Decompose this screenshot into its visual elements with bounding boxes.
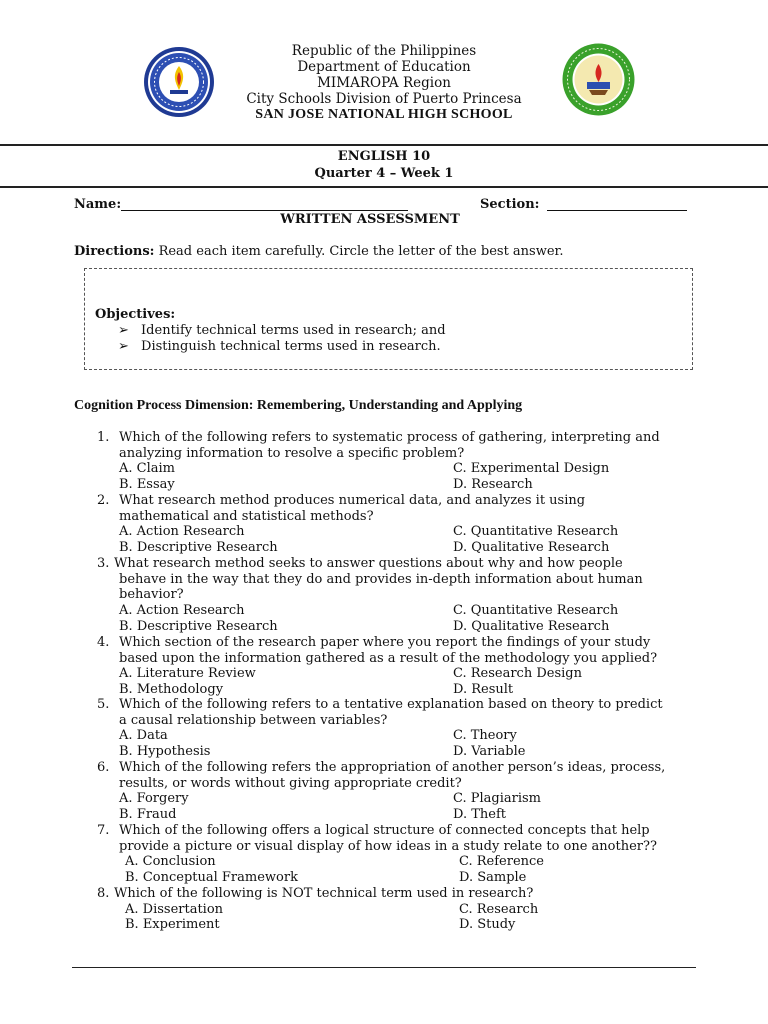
option-a[interactable]: A. Forgery xyxy=(119,791,189,806)
subject-period: Quarter 4 – Week 1 xyxy=(314,166,454,181)
question-number: 6. xyxy=(97,760,110,775)
option-d[interactable]: D. Sample xyxy=(459,870,527,885)
option-b[interactable]: B. Hypothesis xyxy=(119,744,211,759)
option-b[interactable]: B. Methodology xyxy=(119,682,224,697)
directions xyxy=(74,244,563,260)
directions-label: Directions: xyxy=(74,244,155,259)
question-text: results, or words without giving appropriate credit? xyxy=(119,776,462,791)
question-text: provide a picture or visual display of how ideas in a study relate to one another?? xyxy=(119,839,657,854)
question-text: based upon the information gathered as a result of the methodology you applied? xyxy=(119,651,658,666)
option-a[interactable]: A. Dissertation xyxy=(125,902,224,917)
option-a[interactable]: A. Data xyxy=(119,728,168,743)
question-text: What research method seeks to answer questions about why and how people xyxy=(114,556,623,571)
assessment-title: WRITTEN ASSESSMENT xyxy=(280,212,460,227)
option-b[interactable]: B. Fraud xyxy=(119,807,177,822)
option-c[interactable]: C. Research xyxy=(459,902,539,917)
question-text: Which of the following refers to a tentative explanation based on theory to predict xyxy=(119,697,663,712)
footer-divider xyxy=(72,967,696,968)
option-d[interactable]: D. Theft xyxy=(453,807,506,822)
question-text: Which of the following refers the appropriation of another person’s ideas, process, xyxy=(119,760,666,775)
option-a[interactable]: A. Action Research xyxy=(119,603,245,618)
option-a[interactable]: A. Action Research xyxy=(119,524,245,539)
question-text: Which of the following offers a logical structure of connected concepts that help xyxy=(119,823,650,838)
option-d[interactable]: D. Result xyxy=(453,682,514,697)
question-text: Which section of the research paper where you report the findings of your study xyxy=(119,635,651,650)
question-number: 7. xyxy=(97,823,110,838)
dimension-heading: Cognition Process Dimension: Remembering, Understanding and Applying xyxy=(74,398,523,413)
objective-text-1: Identify technical terms used in research; and xyxy=(141,323,446,338)
question-text: behavior? xyxy=(119,587,184,602)
question-number: 1. xyxy=(97,430,110,445)
question-number: 4. xyxy=(97,635,110,650)
option-c[interactable]: C. Research Design xyxy=(453,666,582,681)
option-c[interactable]: C. Plagiarism xyxy=(453,791,542,806)
header-block xyxy=(0,43,768,123)
objective-item-2 xyxy=(118,339,441,355)
question-text: analyzing information to resolve a specific problem? xyxy=(119,446,465,461)
option-c[interactable]: C. Quantitative Research xyxy=(453,524,619,539)
option-a[interactable]: A. Conclusion xyxy=(125,854,216,869)
objective-item-1 xyxy=(118,323,446,339)
school-name: SAN JOSE NATIONAL HIGH SCHOOL xyxy=(255,107,513,122)
question-text: a causal relationship between variables? xyxy=(119,713,388,728)
question-number: 2. xyxy=(97,493,110,508)
question-text: Which of the following is NOT technical term used in research? xyxy=(114,886,534,901)
directions-text: Read each item carefully. Circle the letter of the best answer. xyxy=(154,244,564,259)
option-b[interactable]: B. Descriptive Research xyxy=(119,540,278,555)
option-d[interactable]: D. Qualitative Research xyxy=(453,540,610,555)
header-line-1: Republic of the Philippines xyxy=(291,43,477,59)
option-d[interactable]: D. Study xyxy=(459,917,516,932)
name-label: Name: xyxy=(74,197,122,212)
option-a[interactable]: A. Literature Review xyxy=(119,666,256,681)
objective-text-2: Distinguish technical terms used in research. xyxy=(141,339,441,354)
question-text: mathematical and statistical methods? xyxy=(119,509,374,524)
header-line-2: Department of Education xyxy=(297,59,471,75)
section-field[interactable] xyxy=(547,199,687,211)
option-b[interactable]: B. Experiment xyxy=(125,917,220,932)
option-c[interactable]: C. Quantitative Research xyxy=(453,603,619,618)
option-b[interactable]: B. Essay xyxy=(119,477,175,492)
subject-divider xyxy=(0,186,768,188)
header-divider xyxy=(0,144,768,146)
option-d[interactable]: D. Qualitative Research xyxy=(453,619,610,634)
bullet-icon: ➢ xyxy=(118,339,129,354)
option-d[interactable]: D. Research xyxy=(453,477,533,492)
option-d[interactable]: D. Variable xyxy=(453,744,526,759)
header-line-3: MIMAROPA Region xyxy=(317,75,451,91)
option-b[interactable]: B. Descriptive Research xyxy=(119,619,278,634)
option-b[interactable]: B. Conceptual Framework xyxy=(125,870,298,885)
option-a[interactable]: A. Claim xyxy=(119,461,175,476)
section-label: Section: xyxy=(480,197,540,212)
subject-title: ENGLISH 10 xyxy=(337,149,431,164)
question-number: 8. xyxy=(97,886,110,901)
option-c[interactable]: C. Reference xyxy=(459,854,544,869)
option-c[interactable]: C. Theory xyxy=(453,728,517,743)
question-number: 3. xyxy=(97,556,110,571)
bullet-icon: ➢ xyxy=(118,323,129,338)
question-text: Which of the following refers to systematic process of gathering, interpreting and xyxy=(119,430,660,445)
header-line-4: City Schools Division of Puerto Princesa xyxy=(246,91,522,107)
name-field[interactable] xyxy=(121,199,408,211)
objectives-label: Objectives: xyxy=(95,307,176,322)
option-c[interactable]: C. Experimental Design xyxy=(453,461,610,476)
question-text: What research method produces numerical data, and analyzes it using xyxy=(119,493,586,508)
question-text: behave in the way that they do and provides in-depth information about human xyxy=(119,572,643,587)
question-number: 5. xyxy=(97,697,110,712)
